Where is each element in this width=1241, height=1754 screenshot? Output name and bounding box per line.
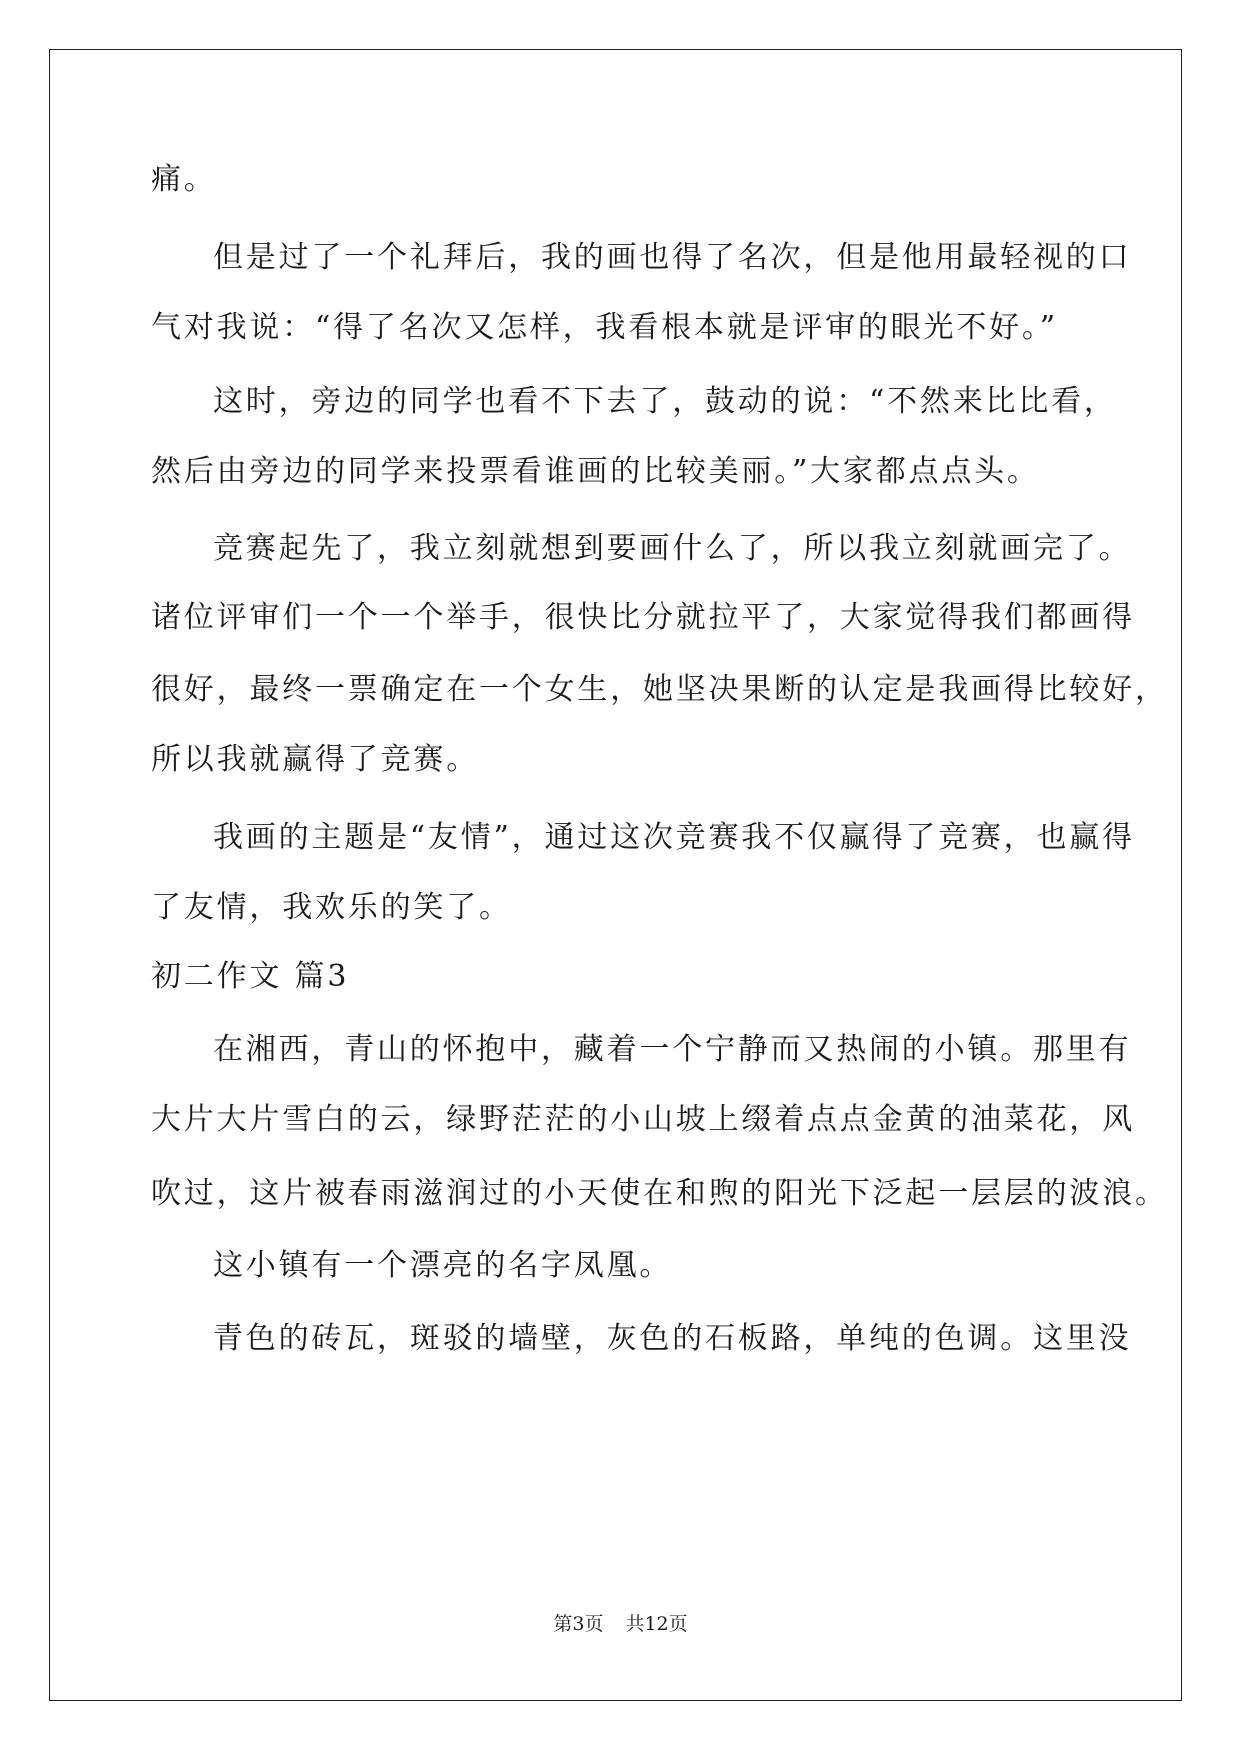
paragraph-line: 痛。 bbox=[151, 162, 217, 197]
paragraph-line: 很好，最终一票确定在一个女生，她坚决果断的认定是我画得比较好， bbox=[151, 672, 1168, 707]
paragraph-line: 然后由旁边的同学来投票看谁画的比较美丽。”大家都点点头。 bbox=[151, 454, 1040, 489]
paragraph-line: 大片大片雪白的云，绿野茫茫的小山坡上缀着点点金黄的油菜花，风 bbox=[151, 1102, 1135, 1137]
paragraph-line: 但是过了一个礼拜后，我的画也得了名次，但是他用最轻视的口 bbox=[213, 240, 1132, 275]
page-current-label: 第3页 bbox=[553, 1613, 604, 1635]
paragraph-line: 气对我说：“得了名次又怎样，我看根本就是评审的眼光不好。” bbox=[151, 310, 1058, 345]
page-border bbox=[49, 49, 1182, 1701]
paragraph-line: 这时，旁边的同学也看不下去了，鼓动的说：“不然来比比看， bbox=[213, 384, 1117, 419]
section-heading: 初二作文 篇3 bbox=[151, 959, 350, 994]
paragraph-line: 竞赛起先了，我立刻就想到要画什么了，所以我立刻就画完了。 bbox=[213, 531, 1132, 566]
paragraph-line: 诸位评审们一个一个举手，很快比分就拉平了，大家觉得我们都画得 bbox=[151, 600, 1135, 635]
page-total-label: 共12页 bbox=[625, 1613, 688, 1635]
paragraph-line: 了友情，我欢乐的笑了。 bbox=[151, 890, 512, 925]
paragraph-line: 青色的砖瓦，斑驳的墙壁，灰色的石板路，单纯的色调。这里没 bbox=[213, 1321, 1132, 1356]
paragraph-line: 我画的主题是“友情”，通过这次竞赛我不仅赢得了竞赛，也赢得 bbox=[213, 820, 1135, 855]
paragraph-line: 吹过，这片被春雨滋润过的小天使在和煦的阳光下泛起一层层的波浪。 bbox=[151, 1176, 1168, 1211]
paragraph-line: 所以我就赢得了竞赛。 bbox=[151, 742, 479, 777]
paragraph-line: 在湘西，青山的怀抱中，藏着一个宁静而又热闹的小镇。那里有 bbox=[213, 1032, 1132, 1067]
page-footer bbox=[0, 1612, 1241, 1636]
paragraph-line: 这小镇有一个漂亮的名字凤凰。 bbox=[213, 1248, 673, 1283]
